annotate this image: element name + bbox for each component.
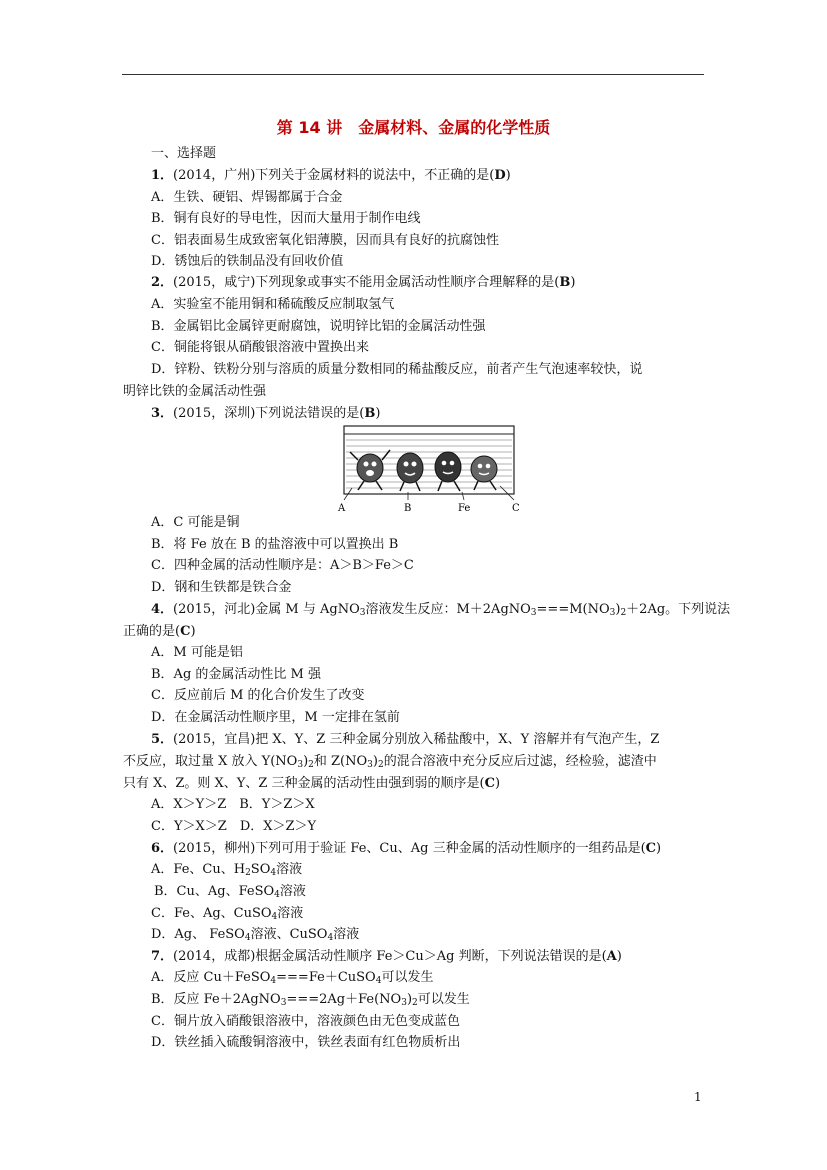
option: C．铝表面易生成致密氧化铝薄膜，因而具有良好的抗腐蚀性 — [151, 233, 499, 248]
figure-label-fe: Fe — [458, 503, 471, 514]
answer-key: C — [180, 624, 191, 639]
question-7 — [151, 947, 622, 967]
option-text: C．Fe、Ag、CuSO — [151, 906, 272, 921]
option: A．生铁、硬铝、焊锡都属于合金 — [151, 190, 343, 205]
question-stem: (2015，河北)金属 M 与 AgNO — [173, 602, 360, 617]
option: D．锌粉、铁粉分别与溶质的质量分数相同的稀盐酸反应，前者产生气泡速率较快，说 — [151, 362, 643, 377]
option — [151, 990, 470, 1010]
subscript: 4 — [270, 976, 277, 986]
metal-b-figure — [397, 453, 423, 491]
question-stem: 正确的是( — [123, 624, 181, 639]
option-text: 溶液 — [276, 862, 303, 877]
option — [151, 968, 433, 988]
subscript: 2 — [377, 760, 384, 770]
question-stem: (2014，广州)下列关于金属材料的说法中，不正确的是( — [173, 168, 495, 183]
figure-label-b: B — [404, 503, 412, 514]
subscript: 3 — [297, 760, 304, 770]
question-stem: (2015，咸宁)下列现象或事实不能用金属活动性顺序合理解释的是( — [173, 275, 560, 290]
subscript: 3 — [359, 608, 366, 618]
question-stem: ＋2Ag。下列说法 — [626, 602, 731, 617]
question-1 — [151, 166, 511, 186]
metal-fe-figure — [435, 452, 461, 491]
question-number: 7． — [151, 949, 174, 964]
figure-label-a: A — [338, 503, 346, 514]
question-number: 3． — [151, 406, 174, 421]
question-stem: 的混合溶液中充分反应后过滤，经检验，滤渣中 — [383, 754, 657, 769]
question-2 — [151, 273, 575, 293]
page-title: 第 14 讲 金属材料、金属的化学性质 — [276, 118, 551, 137]
question-stem: (2015，深圳)下列说法错误的是( — [173, 406, 365, 421]
answer-key: B — [364, 406, 376, 421]
option — [154, 882, 306, 902]
subscript: 2 — [245, 868, 251, 878]
answer-key: C — [484, 776, 495, 791]
option-text: 溶液 — [277, 906, 304, 921]
option: B．铜有良好的导电性，因而大量用于制作电线 — [151, 211, 421, 226]
option: D．在金属活动性顺序里，M 一定排在氢前 — [151, 710, 400, 725]
question-stem: 溶液发生反应：M＋2AgNO — [365, 602, 531, 617]
answer-key: D — [494, 168, 506, 183]
answer-key: A — [606, 949, 617, 964]
option: A．X＞Y＞Z B．Y＞Z＞X — [151, 797, 315, 812]
option-text: ) — [406, 992, 413, 1007]
option: C．铜片放入硝酸银溶液中，溶液颜色由无色变成蓝色 — [151, 1014, 460, 1029]
subscript: 4 — [244, 933, 251, 943]
question-number: 4． — [151, 602, 174, 617]
option: A．M 可能是铝 — [151, 645, 243, 660]
bracket-close: ) — [505, 168, 511, 183]
option-text: 可以发生 — [417, 992, 470, 1007]
option-text: 可以发生 — [381, 970, 434, 985]
question-4 — [151, 600, 730, 620]
option — [151, 860, 302, 880]
option-text: 溶液 — [279, 884, 306, 899]
figure-label-c: C — [512, 503, 520, 514]
question-stem: (2015，柳州)下列可用于验证 Fe、Cu、Ag 三种金属的活动性顺序的一组药品是( — [173, 841, 646, 856]
subscript: 3 — [367, 760, 373, 770]
pointer-fe — [462, 492, 464, 500]
subscript: 4 — [274, 890, 280, 900]
subscript: 4 — [375, 976, 382, 986]
question-stem: (2015，宜昌)把 X、Y、Z 三种金属分别放入稀盐酸中，X、Y 溶解并有气泡产生，Z — [173, 732, 660, 747]
metal-c-figure — [471, 456, 497, 490]
option — [151, 904, 303, 924]
option-text: D．Ag、 FeSO — [151, 927, 245, 942]
bracket-close: ) — [190, 624, 196, 639]
bracket-close: ) — [616, 949, 622, 964]
option: C．铜能将银从硝酸银溶液中置换出来 — [151, 340, 369, 355]
question-stem: ) — [615, 602, 621, 617]
question-4-cont — [123, 622, 196, 642]
option-continuation: 明锌比铁的金属活动性强 — [123, 384, 267, 399]
question-stem: (2014，成都)根据金属活动性顺序 Fe＞Cu＞Ag 判断，下列说法错误的是( — [173, 949, 607, 964]
question-number: 2． — [151, 275, 174, 290]
option — [151, 925, 359, 945]
option-text: A．反应 Cu＋FeSO — [151, 970, 271, 985]
question-6 — [151, 839, 661, 859]
subscript: 3 — [401, 998, 407, 1008]
question-stem: ===M(NO — [536, 602, 610, 617]
subscript: 4 — [327, 933, 334, 943]
subscript: 2 — [308, 760, 314, 770]
option: D．铁丝插入硫酸铜溶液中，铁丝表面有红色物质析出 — [151, 1035, 461, 1050]
question-number: 1． — [151, 168, 174, 183]
option-text: ===2Ag＋Fe(NO — [286, 992, 402, 1007]
bracket-close: ) — [495, 776, 501, 791]
page-number: 1 — [694, 1090, 702, 1104]
option-text: A．Fe、Cu、H — [151, 862, 246, 877]
option-text: B．反应 Fe＋2AgNO — [151, 992, 281, 1007]
bracket-close: ) — [375, 406, 381, 421]
question-number: 5． — [151, 732, 174, 747]
subscript: 4 — [271, 912, 278, 922]
option: B．金属铝比金属锌更耐腐蚀，说明锌比铝的金属活动性强 — [151, 319, 486, 334]
question-stem: 和 Z(NO — [313, 754, 368, 769]
subscript: 3 — [609, 608, 616, 618]
subscript: 2 — [412, 998, 418, 1008]
answer-key: C — [645, 841, 657, 856]
question-5 — [151, 730, 659, 750]
option-text: ===Fe＋CuSO — [276, 970, 376, 985]
option: C．四种金属的活动性顺序是：A＞B＞Fe＞C — [151, 558, 414, 573]
option: D．锈蚀后的铁制品没有回收价值 — [151, 254, 344, 269]
question-stem: ) — [303, 754, 309, 769]
option-text: 溶液 — [333, 927, 360, 942]
option: B．将 Fe 放在 B 的盐溶液中可以置换出 B — [151, 537, 399, 552]
subscript: 4 — [270, 868, 277, 878]
answer-key: B — [559, 275, 571, 290]
option: D．钢和生铁都是铁合金 — [151, 580, 292, 595]
question-3 — [151, 404, 380, 424]
option-text: B．Cu、Ag、FeSO — [154, 884, 275, 899]
bracket-close: ) — [656, 841, 662, 856]
question-number: 6． — [151, 841, 174, 856]
question-5-line2 — [123, 752, 657, 772]
subscript: 2 — [620, 608, 627, 618]
subscript: 3 — [530, 608, 537, 618]
option-text: 溶液、CuSO — [250, 927, 328, 942]
question-5-line3 — [123, 774, 500, 794]
question-stem: 只有 X、Z。则 X、Y、Z 三种金属的活动性由强到弱的顺序是( — [123, 776, 485, 791]
option-text: SO — [250, 862, 271, 877]
option: A．实验室不能用铜和稀硫酸反应制取氢气 — [151, 297, 395, 312]
subscript: 3 — [280, 998, 287, 1008]
option: C．反应前后 M 的化合价发生了改变 — [151, 688, 365, 703]
option: A．C 可能是铜 — [151, 515, 240, 530]
option: B．Ag 的金属活动性比 M 强 — [151, 667, 321, 682]
header-rule — [122, 74, 704, 75]
metal-reaction-illustration — [336, 422, 526, 514]
question-stem: ) — [372, 754, 378, 769]
bracket-close: ) — [570, 275, 576, 290]
option: C．Y＞X＞Z D．X＞Z＞Y — [151, 819, 317, 834]
section-heading: 一、选择题 — [151, 146, 217, 161]
question-stem: 不反应，取过量 X 放入 Y(NO — [123, 754, 298, 769]
